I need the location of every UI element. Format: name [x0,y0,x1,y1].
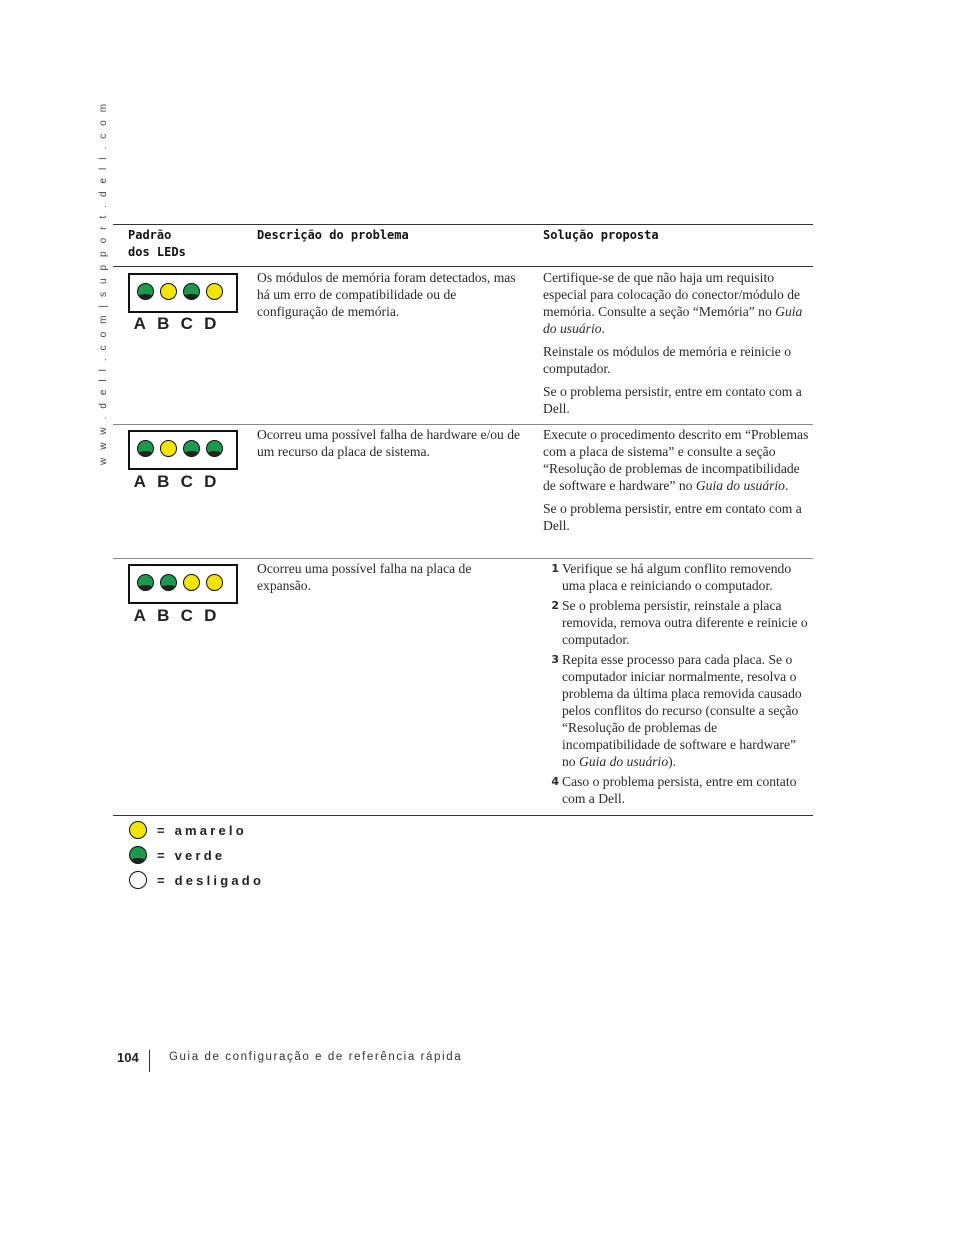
led-d-icon [206,283,223,300]
header-rule [113,266,813,267]
row3-problem: Ocorreu uma possível falha na placa de expansão. [257,561,472,593]
led-a-icon [137,574,154,591]
table-top-rule [113,224,813,225]
step-item: 1 Verifique se há algum conflito removendo uma placa e reiniciando o computador. [551,561,792,593]
led-d-icon [206,440,223,457]
row3-solution-steps [545,560,811,810]
step-item: 4 Caso o problema persista, entre em contato com a Dell. [551,774,797,806]
green-led-icon [129,846,147,864]
row1-rule [113,424,813,425]
led-b-icon [160,574,177,591]
led-c-icon [183,440,200,457]
legend-green: = verde [129,846,225,864]
page-number: 104 [117,1050,139,1065]
legend-yellow: = amarelo [129,821,247,839]
led-letters-row3: A B C D [133,606,217,625]
step-item: 3 Repita esse processo para cada placa. Se o computador iniciar normalmente, resolva o problema da última placa removida causado pelos conflitos do recurso (consulte a seção “Resolução de problemas de incompatibilidade de software e hardware” no Guia do usuário). [551,652,802,769]
led-a-icon [137,440,154,457]
row1-problem: Os módulos de memória foram detectados, mas há um erro de compatibilidade ou de configuração de memória. [257,270,516,319]
footer-title: Guia de configuração e de referência rápida [169,1051,463,1063]
row2-problem: Ocorreu uma possível falha de hardware e/ou de um recurso da placa de sistema. [257,427,521,459]
legend-off: = desligado [129,871,264,889]
led-d-icon [206,574,223,591]
led-a-icon [137,283,154,300]
off-led-icon [129,871,147,889]
header-led-pattern: Padrão dos LEDs [128,228,186,259]
led-panel-row2 [128,430,238,470]
led-panel-row3 [128,564,238,604]
header-problem: Descrição do problema [257,228,409,242]
step-item: 2 Se o problema persistir, reinstale a placa removida, remova outra diferente e reinicie o computador. [551,598,808,647]
yellow-led-icon [129,821,147,839]
led-letters-row2: A B C D [133,472,217,491]
led-b-icon [160,440,177,457]
led-c-icon [183,574,200,591]
led-letters-row1: A B C D [133,314,217,333]
row1-solution: Certifique-se de que não haja um requisito especial para colocação do conector/módulo de memória. Consulte a seção “Memória” no Guia do usuário. Reinstale os módulos de memória e reinicie o computador. Se o problema persistir, entre em contato com a Dell. [543,270,803,416]
table-bottom-rule [113,815,813,816]
row2-solution: Execute o procedimento descrito em “Problemas com a placa de sistema” e consulte a seção “Resolução de problemas de incompatibilidade de software e hardware” no Guia do usuário. Se o problema persistir, entre em contato com a Dell. [543,427,809,533]
header-solution: Solução proposta [543,228,659,242]
footer-divider [149,1050,150,1072]
side-url-vertical: w w w . d e l l . c o m | s u p p o r t . d e l l . c o m [98,101,109,465]
led-b-icon [160,283,177,300]
led-c-icon [183,283,200,300]
row2-rule [113,558,813,559]
led-panel-row1 [128,273,238,313]
